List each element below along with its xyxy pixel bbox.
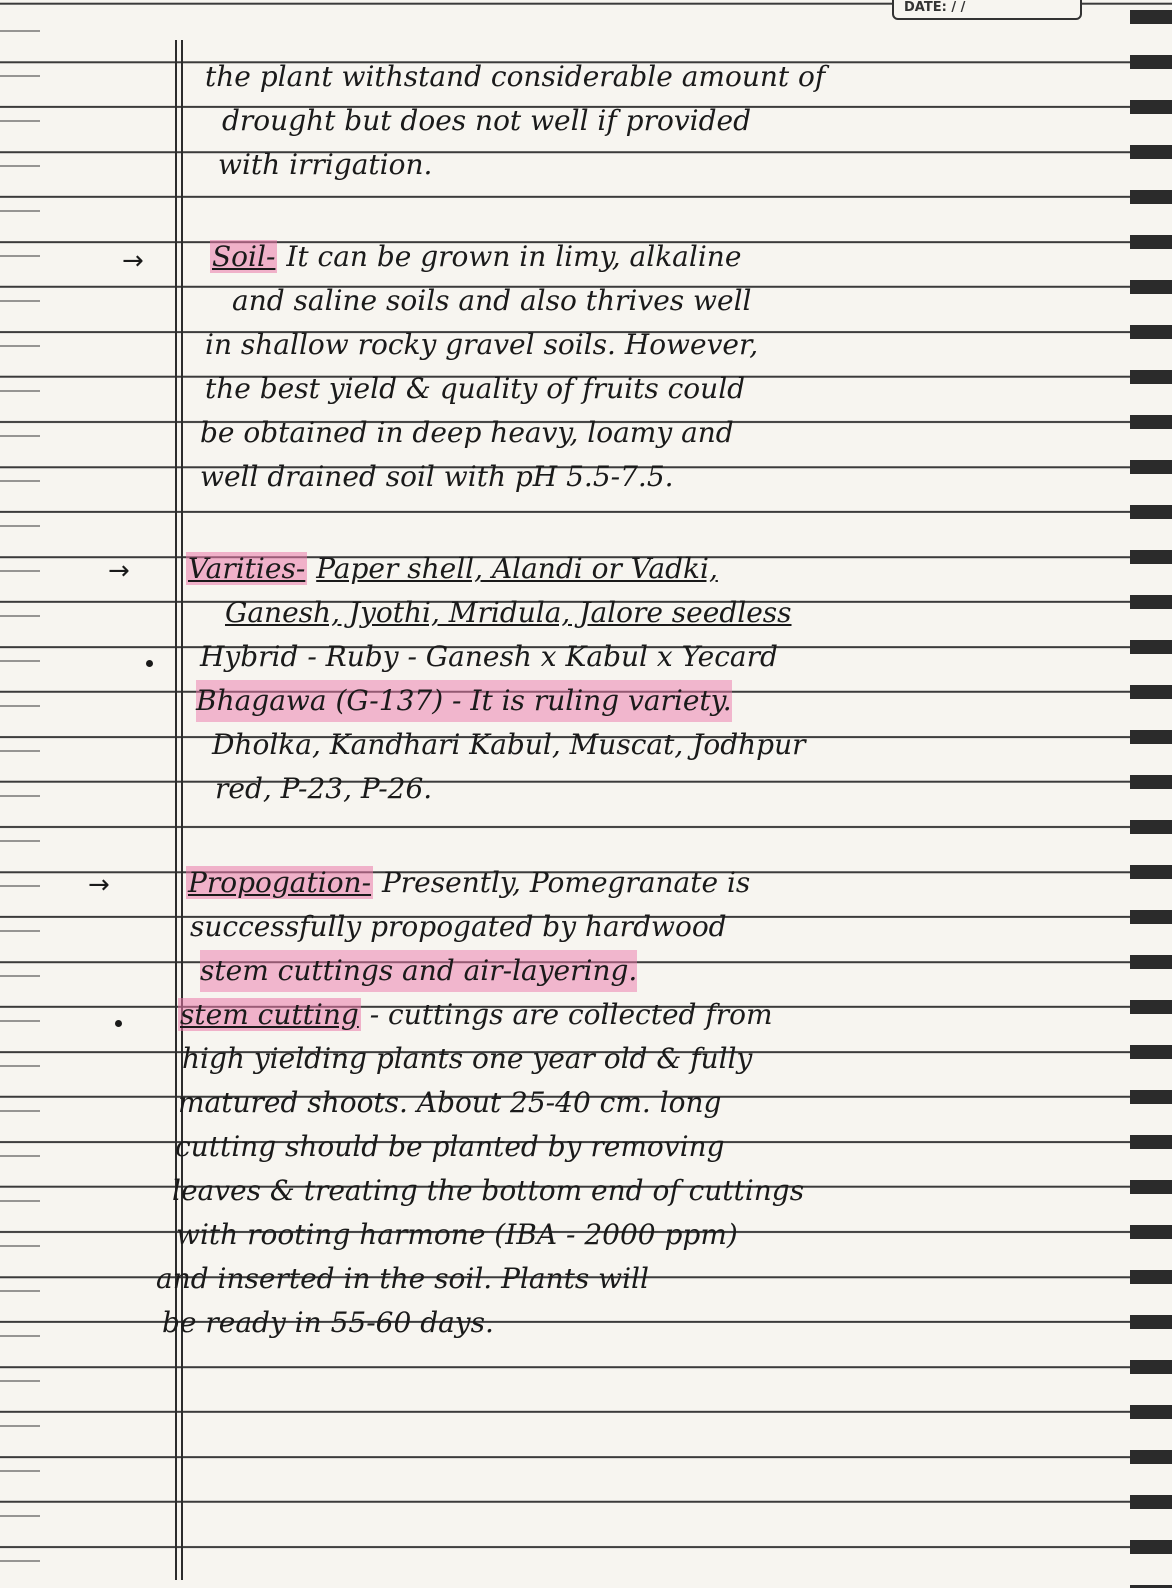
varieties-text-1: Paper shell, Alandi or Vadki, <box>316 552 718 585</box>
varieties-line-5: Dholka, Kandhari Kabul, Muscat, Jodhpur <box>212 728 806 761</box>
stem-cutting-line-1 <box>178 994 773 1036</box>
stem-cutting-line-7: and inserted in the soil. Plants will <box>156 1262 649 1295</box>
stem-cutting-text-1: - cuttings are collected from <box>369 998 773 1031</box>
stem-cutting-line-5: leaves & treating the bottom end of cuttings <box>172 1174 805 1207</box>
arrow-icon: → <box>88 870 110 900</box>
intro-line-1: the plant withstand considerable amount of <box>205 60 826 93</box>
soil-line-5: be obtained in deep heavy, loamy and <box>200 416 734 449</box>
propagation-line-1 <box>186 862 750 904</box>
arrow-icon: → <box>122 246 144 276</box>
stem-cutting-line-6: with rooting harmone (IBA - 2000 ppm) <box>176 1218 738 1251</box>
propagation-line-3: stem cuttings and air-layering. <box>200 950 637 992</box>
varieties-heading: Varities- <box>188 552 306 585</box>
propagation-line-2: successfully propogated by hardwood <box>190 910 727 943</box>
varieties-line-4: Bhagawa (G-137) - It is ruling variety. <box>196 680 732 722</box>
soil-line-4: the best yield & quality of fruits could <box>205 372 746 405</box>
stem-cutting-heading: stem cutting <box>180 998 359 1031</box>
soil-line-6: well drained soil with pH 5.5-7.5. <box>200 460 674 493</box>
soil-line-1 <box>210 236 741 278</box>
soil-line-3: in shallow rocky gravel soils. However, <box>205 328 759 361</box>
bullet <box>146 660 153 667</box>
varieties-line-6: red, P-23, P-26. <box>215 772 433 805</box>
intro-line-3: with irrigation. <box>218 148 433 181</box>
margin-line-inner <box>181 40 183 1580</box>
varieties-hybrid-line: Hybrid - Ruby - Ganesh x Kabul x Yecard <box>200 640 778 673</box>
date-box: DATE: / / <box>892 0 1082 20</box>
soil-line-2: and saline soils and also thrives well <box>232 284 752 317</box>
margin-line <box>175 40 177 1580</box>
spiral-binding <box>1130 0 1172 1588</box>
arrow-icon: → <box>108 556 130 586</box>
stem-cutting-line-2: high yielding plants one year old & fully <box>182 1042 753 1075</box>
bullet <box>115 1020 122 1027</box>
soil-text-1: It can be grown in limy, alkaline <box>286 240 742 273</box>
soil-heading: Soil- <box>212 240 276 273</box>
propagation-text-1: Presently, Pomegranate is <box>381 866 751 899</box>
varieties-line-2: Ganesh, Jyothi, Mridula, Jalore seedless <box>225 596 792 629</box>
propagation-heading: Propogation- <box>188 866 372 899</box>
varieties-line-1 <box>186 548 718 590</box>
page-edge-marks <box>0 0 40 1588</box>
stem-cutting-line-3: matured shoots. About 25-40 cm. long <box>178 1086 722 1119</box>
intro-line-2: drought but does not well if provided <box>222 104 752 137</box>
stem-cutting-line-8: be ready in 55-60 days. <box>162 1306 494 1339</box>
stem-cutting-line-4: cutting should be planted by removing <box>175 1130 725 1163</box>
